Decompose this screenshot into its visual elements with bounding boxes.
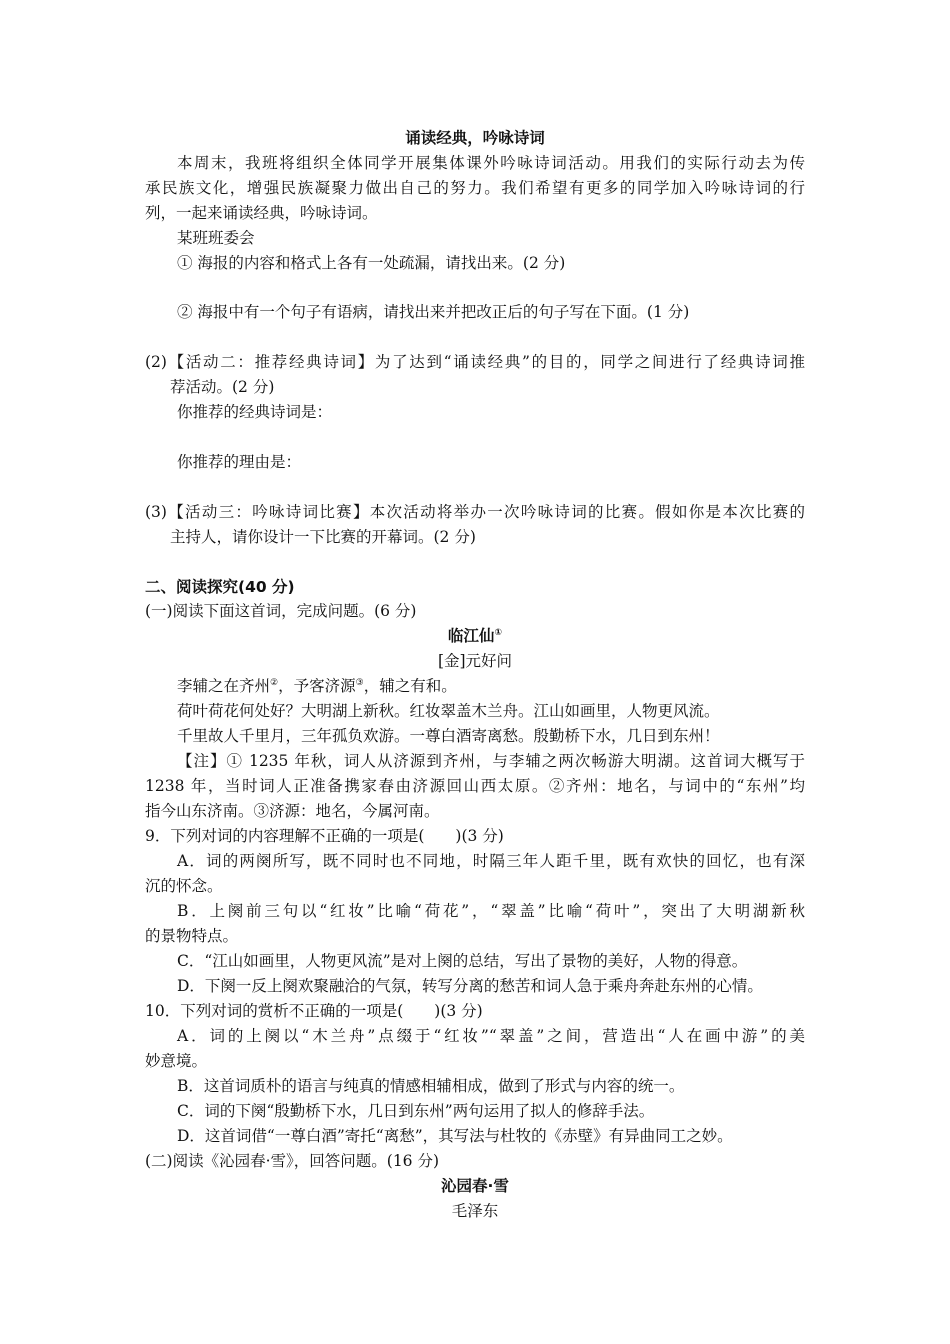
poem2-title: 沁园春·雪: [441, 1177, 509, 1195]
section2-heading: 二、阅读探究(40 分): [145, 578, 295, 596]
activity2-line-1: (2)【活动二：推荐经典诗词】为了达到“诵读经典”的目的，同学之间进行了经典诗词推: [145, 353, 805, 371]
q9-option-b-line-1: B．上阕前三句以“红妆”比喻“荷花”，“翠盖”比喻“荷叶”，突出了大明湖新秋: [177, 902, 805, 920]
q10-option-b: B．这首词质朴的语言与纯真的情感相辅相成，做到了形式与内容的统一。: [177, 1077, 685, 1095]
q10-option-d: D．这首词借“一尊白酒”寄托“离愁”，其写法与杜牧的《赤壁》有异曲同工之妙。: [177, 1127, 733, 1145]
activity2-prompt-reason: 你推荐的理由是：: [177, 453, 302, 471]
activity3-line-1: (3)【活动三：吟咏诗词比赛】本次活动将举办一次吟咏诗词的比赛。假如你是本次比赛的: [145, 503, 805, 521]
poster-body-line-1: 本周末，我班将组织全体同学开展集体课外吟咏诗词活动。用我们的实际行动去为传: [177, 154, 805, 172]
q9-option-a-line-2: 沉的怀念。: [145, 877, 223, 895]
q9-stem: 9．下列对词的内容理解不正确的一项是( )(3 分): [145, 827, 504, 845]
poster-question-1: ① 海报的内容和格式上各有一处疏漏，请找出来。(2 分): [177, 254, 566, 272]
poem1-verse-1: 荷叶荷花何处好？大明湖上新秋。红妆翠盖木兰舟。江山如画里，人物更风流。: [177, 702, 720, 720]
poster-body-line-2: 承民族文化，增强民族凝聚力做出自己的努力。我们希望有更多的同学加入吟咏诗词的行: [145, 179, 805, 197]
part2-intro: (二)阅读《沁园春·雪》，回答问题。(16 分): [145, 1152, 440, 1170]
poster-title: 诵读经典，吟咏诗词: [405, 129, 545, 147]
activity2-prompt-poem: 你推荐的经典诗词是：: [177, 403, 333, 421]
poem1-preface: 李辅之在齐州②，予客济源③，辅之有和。: [177, 677, 457, 695]
activity3-line-2: 主持人，请你设计一下比赛的开幕词。(2 分): [170, 528, 476, 546]
q9-option-d: D．下阕一反上阕欢聚融洽的气氛，转写分离的愁苦和词人急于乘舟奔赴东州的心情。: [177, 977, 763, 995]
q9-option-c: C．“江山如画里，人物更风流”是对上阕的总结，写出了景物的美好，人物的得意。: [177, 952, 748, 970]
q10-option-a-line-2: 妙意境。: [145, 1052, 208, 1070]
poster-question-2: ② 海报中有一个句子有语病，请找出来并把改正后的句子写在下面。(1 分): [177, 303, 690, 321]
poem1-note-line-1: 【注】① 1235 年秋，词人从济源到齐州，与李辅之两次畅游大明湖。这首词大概写于: [177, 752, 805, 770]
poem1-note-line-3: 指今山东济南。③济源：地名，今属河南。: [145, 802, 440, 820]
poster-body-line-3: 列，一起来诵读经典，吟咏诗词。: [145, 204, 378, 222]
q9-option-a-line-1: A．词的两阕所写，既不同时也不同地，时隔三年人距千里，既有欢快的回忆，也有深: [177, 852, 805, 870]
poem1-author: [金]元好问: [437, 652, 513, 670]
q10-stem: 10．下列对词的赏析不正确的一项是( )(3 分): [145, 1002, 483, 1020]
section2-part1-intro: (一)阅读下面这首词，完成问题。(6 分): [145, 602, 417, 620]
activity2-line-2: 荐活动。(2 分): [170, 378, 275, 396]
q10-option-c: C．词的下阕“殷勤桥下水，几日到东州”两句运用了拟人的修辞手法。: [177, 1102, 655, 1120]
poem1-title: 临江仙①: [447, 627, 503, 645]
poem2-author: 毛泽东: [451, 1202, 499, 1220]
poster-signature: 某班班委会: [177, 229, 255, 247]
q9-option-b-line-2: 的景物特点。: [145, 927, 239, 945]
poem1-note-line-2: 1238 年，当时词人正准备携家春由济源回山西太原。②齐州：地名，与词中的“东州”均: [145, 777, 805, 795]
q10-option-a-line-1: A．词的上阕以“木兰舟”点缀于“红妆”“翠盖”之间，营造出“人在画中游”的美: [177, 1027, 805, 1045]
poem1-verse-2: 千里故人千里月，三年孤负欢游。一尊白酒寄离愁。殷勤桥下水，几日到东州！: [177, 727, 720, 745]
